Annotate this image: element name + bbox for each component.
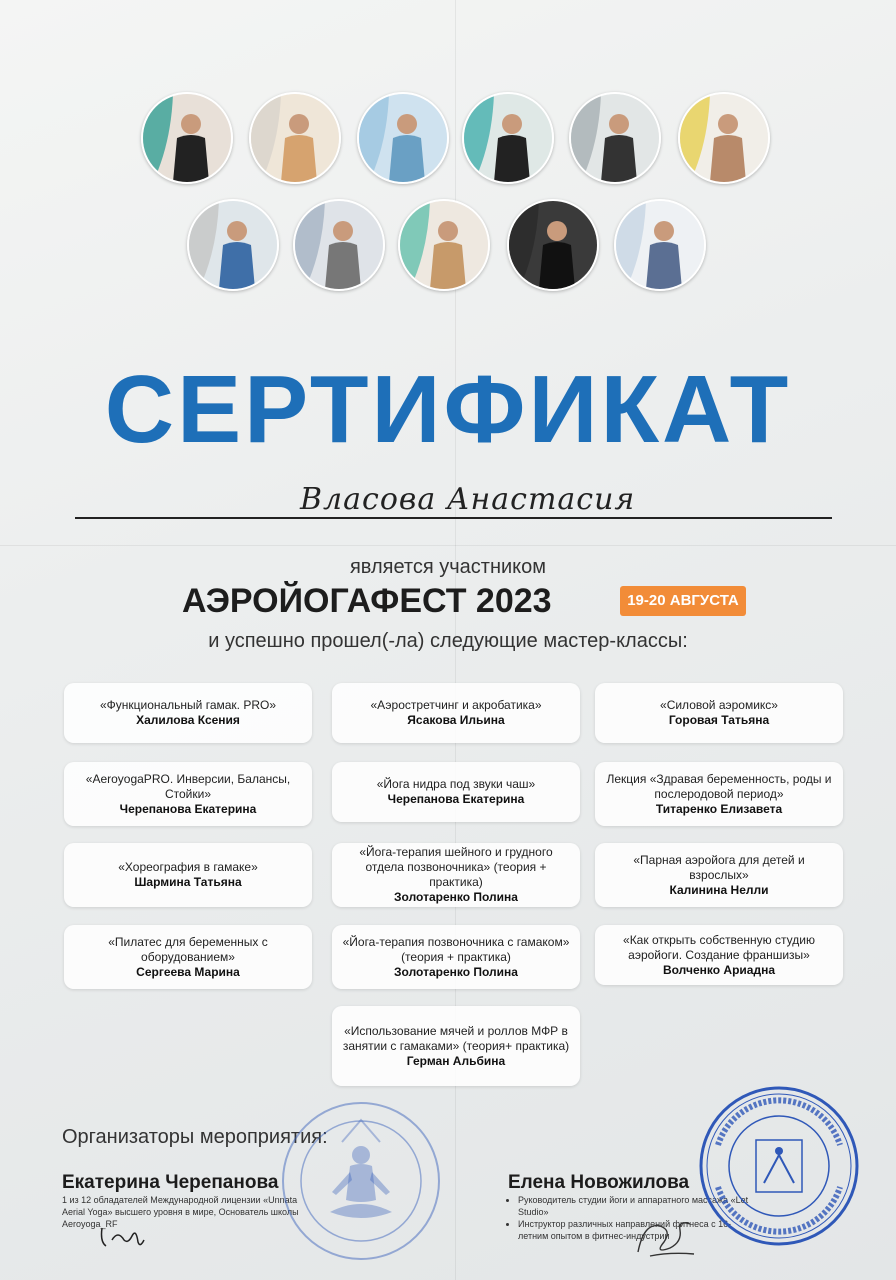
photo-icon xyxy=(141,92,233,184)
signature-icon xyxy=(630,1212,700,1262)
class-presenter: Герман Альбина xyxy=(406,1053,506,1068)
recipient-name: Власова Анастасия xyxy=(300,482,636,517)
photo-icon xyxy=(249,92,341,184)
class-card xyxy=(332,925,580,989)
class-title: «Парная аэройога для детей и взрослых» xyxy=(633,852,805,882)
class-presenter: Черепанова Екатерина xyxy=(119,801,257,816)
class-title: «Йога нидра под звуки чаш» xyxy=(376,777,536,791)
passed-text: и успешно прошел(-ла) следующие мастер-классы: xyxy=(208,630,688,652)
class-card xyxy=(595,925,843,985)
organizer-point: • Руководитель студии йоги и аппаратного массажа «Let Studio» xyxy=(518,1194,758,1218)
class-card xyxy=(332,762,580,822)
class-title: «Йога-терапия позвоночника с гамаком» (теория + практика) xyxy=(342,934,570,964)
class-title: «Аэростретчинг и акробатика» xyxy=(370,698,542,712)
class-title: «Как открыть собственную студию аэройоги. Создание франшизы» xyxy=(623,932,815,962)
signature-icon xyxy=(98,1222,148,1252)
class-card xyxy=(64,762,312,826)
class-title: Лекция «Здравая беременность, роды и послеродовой период» xyxy=(606,771,832,801)
class-presenter: Черепанова Екатерина xyxy=(387,792,525,806)
class-presenter: Шармина Татьяна xyxy=(134,875,242,889)
class-card xyxy=(64,925,312,989)
event-dates-badge: 19-20 АВГУСТА xyxy=(620,586,746,616)
organizer-point: • Инструктор различных направлений фитнеса с 16-летним опытом в фитнес-индустрии xyxy=(518,1218,758,1242)
class-title: «Функциональный гамак. PRO» xyxy=(99,698,277,712)
paper-fold-horizontal xyxy=(0,545,896,546)
class-title: «Пилатес для беременных с оборудованием» xyxy=(108,934,268,964)
class-card xyxy=(332,683,580,743)
class-card xyxy=(595,843,843,907)
photo-icon xyxy=(462,92,554,184)
class-presenter: Волченко Ариадна xyxy=(662,962,775,977)
photo-icon xyxy=(678,92,770,184)
class-card xyxy=(64,843,312,907)
class-presenter: Халилова Ксения xyxy=(136,713,240,727)
class-presenter: Золотаренко Полина xyxy=(394,890,518,904)
class-title: «Йога-терапия шейного и грудного отдела позвоночника» (теория + практика) xyxy=(359,845,553,889)
class-title: «Использование мячей и роллов МФР в занятии с гамаками» (теория+ практика) xyxy=(342,1023,570,1053)
photo-icon xyxy=(398,199,490,291)
class-presenter: Титаренко Елизавета xyxy=(655,801,783,816)
organizer-name: Елена Новожилова xyxy=(508,1172,690,1193)
organizers-label: Организаторы мероприятия: xyxy=(62,1126,328,1148)
photo-icon xyxy=(569,92,661,184)
photo-icon xyxy=(357,92,449,184)
certificate-title: СЕРТИФИКАТ xyxy=(104,356,792,463)
ip-stamp-icon xyxy=(698,1085,860,1247)
participant-text: является участником xyxy=(349,556,547,578)
photo-icon xyxy=(293,199,385,291)
class-card xyxy=(332,1006,580,1086)
class-card xyxy=(595,762,843,826)
organizer-description: 1 из 12 обладателей Международной лицензии «Unnata Aerial Yoga» высшего уровня в мире, Основатель школы Aeroyoga_RF xyxy=(62,1195,299,1229)
event-name: АЭРОЙОГАФЕСТ 2023 xyxy=(182,582,552,620)
name-underline xyxy=(75,517,832,519)
class-title: «Хореография в гамаке» xyxy=(118,860,258,874)
class-presenter: Горовая Татьяна xyxy=(668,713,770,727)
class-title: «AeroyogaPRO. Инверсии, Балансы, Стойки» xyxy=(85,771,291,801)
organizer-name: Екатерина Черепанова xyxy=(62,1172,279,1193)
photo-icon xyxy=(187,199,279,291)
school-stamp-icon xyxy=(280,1100,442,1262)
class-presenter: Сергеева Марина xyxy=(136,964,240,979)
class-card xyxy=(64,683,312,743)
class-presenter: Ясакова Ильина xyxy=(407,713,505,727)
class-card xyxy=(332,843,580,907)
photo-icon xyxy=(614,199,706,291)
class-card xyxy=(595,683,843,743)
class-presenter: Золотаренко Полина xyxy=(394,964,518,979)
class-title: «Силовой аэромикс» xyxy=(660,698,778,712)
class-presenter: Калинина Нелли xyxy=(669,882,769,897)
photo-icon xyxy=(507,199,599,291)
